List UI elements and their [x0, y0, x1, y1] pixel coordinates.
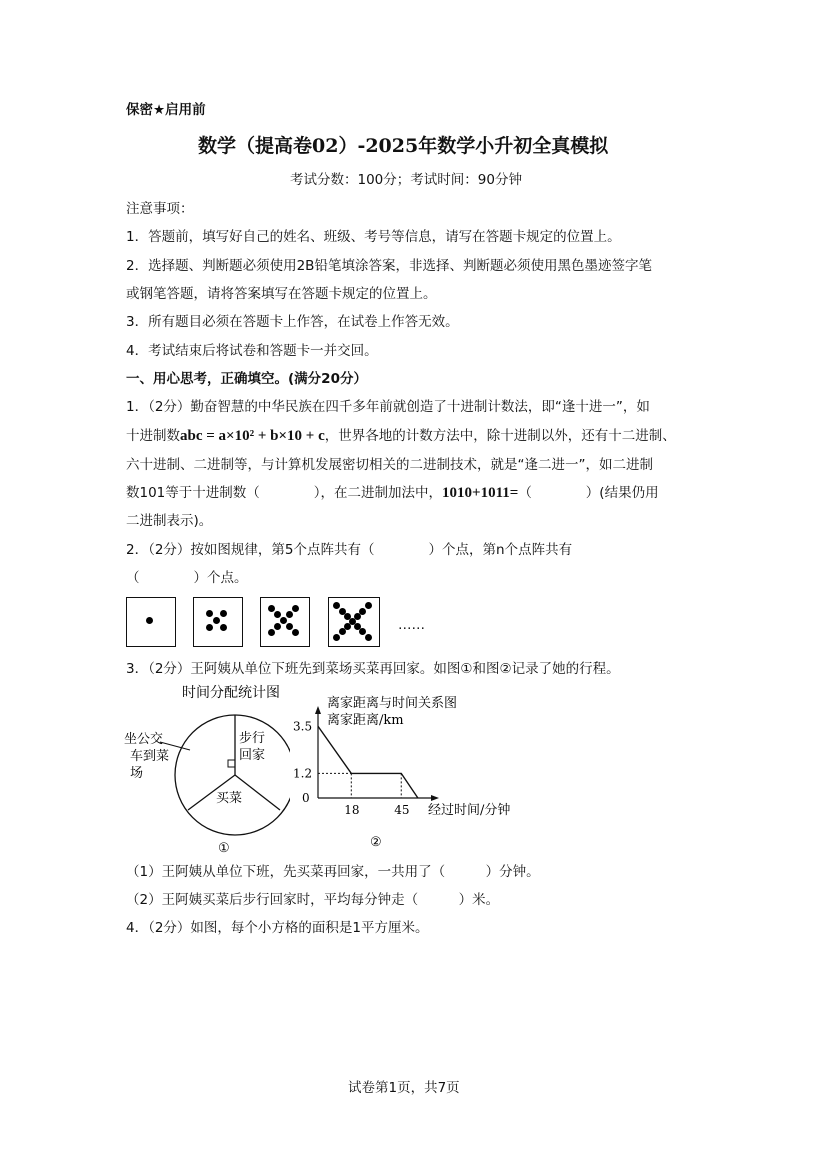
dot-pattern-1 [126, 597, 176, 647]
notes-heading: 注意事项： [126, 201, 194, 217]
chart-xlabel: 经过时间/分钟 [428, 803, 511, 818]
exam-info: 考试分数：100分；考试时间：90分钟 [290, 172, 522, 188]
dot [292, 629, 299, 636]
dot [286, 623, 293, 630]
q1-line2-suffix: ，世界各地的计数方法中，除十进制以外，还有十二进制、 [324, 428, 676, 444]
figure-2-label: ② [370, 835, 382, 850]
y-tick-label-1-2: 1.2 [293, 766, 313, 781]
dot [365, 602, 372, 609]
dot [365, 634, 372, 641]
note-4: 4．考试结束后将试卷和答题卡一并交回。 [126, 343, 378, 359]
y-tick-label-3-5: 3.5 [293, 719, 313, 734]
pie-title: 时间分配统计图 [182, 685, 280, 701]
x-axis-arrow [431, 795, 439, 801]
q1-line5: 二进制表示)。 [126, 513, 213, 529]
dot [213, 617, 220, 624]
dot [268, 629, 275, 636]
note-2b: 或钢笔答题，请将答案填写在答题卡规定的位置上。 [126, 286, 437, 302]
line-chart-figure [285, 688, 545, 853]
dot [220, 624, 227, 631]
q3-sub1: （1）王阿姨从单位下班，先买菜再回家，一共用了（ ）分钟。 [126, 864, 540, 880]
page-title: 数学（提高卷02）-2025年数学小升初全真模拟 [198, 135, 609, 157]
q1-line3: 六十进制、二进制等，与计算机发展密切相关的二进制技术，就是“逢二进一”，如二进制 [126, 457, 653, 473]
dot [333, 602, 340, 609]
note-1: 1．答题前，填写好自己的姓名、班级、考号等信息，请写在答题卡规定的位置上。 [126, 229, 621, 245]
confidential-label: 保密★启用前 [126, 102, 206, 118]
origin-label: 0 [302, 791, 310, 805]
note-3: 3．所有题目必须在答题卡上作答，在试卷上作答无效。 [126, 314, 459, 330]
dot [268, 605, 275, 612]
dot [206, 610, 213, 617]
dot [206, 624, 213, 631]
pie-circle [175, 715, 290, 835]
q4-line1: 4．（2分）如图，每个小方格的面积是1平方厘米。 [126, 920, 429, 936]
q3-line1: 3．（2分）王阿姨从单位下班先到菜场买菜再回家。如图①和图②记录了她的行程。 [126, 661, 620, 677]
chart-title: 离家距离与时间关系图 [327, 696, 458, 711]
pie-label-walk: 步行 回家 [239, 731, 266, 763]
q3-sub2: （2）王阿姨买菜后步行回家时，平均每分钟走（ ）米。 [126, 892, 500, 908]
y-axis-arrow [315, 706, 321, 714]
dot [220, 610, 227, 617]
page-footer: 试卷第1页，共7页 [348, 1080, 460, 1096]
section-heading: 一、用心思考，正确填空。(满分20分） [126, 371, 367, 387]
pie-chart-figure [120, 680, 290, 855]
q1-formula: abc = a×10² + b×10 + c [180, 428, 325, 444]
pattern-ellipsis: …… [398, 617, 425, 633]
q1-binary-sum: 1010+1011= [442, 485, 519, 501]
dot [274, 623, 281, 630]
right-angle-mark [228, 760, 235, 767]
q2-line2: （ ）个点。 [126, 570, 248, 586]
distance-line-series [318, 726, 418, 798]
dot [146, 617, 153, 624]
q1-line1: 1．（2分）勤奋智慧的中华民族在四千多年前就创造了十进制计数法，即“逢十进一”，如 [126, 399, 650, 415]
dot-pattern-4 [328, 597, 380, 647]
pie-label-bus: 坐公交 车到菜 场 [124, 732, 170, 781]
dot [339, 628, 346, 635]
chart-ylabel: 离家距离/km [327, 713, 404, 728]
note-2a: 2．选择题、判断题必须使用2B铅笔填涂答案，非选择、判断题必须使用黑色墨迹签字笔 [126, 258, 652, 274]
x-tick-label-45: 45 [394, 803, 410, 817]
pie-label-buy: 买菜 [216, 791, 243, 806]
q1-line2 [126, 426, 676, 446]
x-tick-label-18: 18 [344, 803, 360, 817]
dot [359, 628, 366, 635]
dot-pattern-3 [260, 597, 310, 647]
q1-line4-suffix: （ ）(结果仍用 [518, 485, 659, 501]
q2-line1: 2．（2分）按如图规律，第5个点阵共有（ ）个点，第n个点阵共有 [126, 542, 573, 558]
q1-line4 [126, 483, 659, 503]
dot [292, 605, 299, 612]
dot [280, 617, 287, 624]
q1-line2-prefix: 十进制数 [126, 428, 180, 444]
dot [274, 611, 281, 618]
figure-1-label: ① [218, 841, 230, 855]
dot-pattern-2 [193, 597, 243, 647]
q1-line4-prefix: 数101等于十进制数（ ），在二进制加法中， [126, 485, 443, 501]
dot [333, 634, 340, 641]
dot [286, 611, 293, 618]
